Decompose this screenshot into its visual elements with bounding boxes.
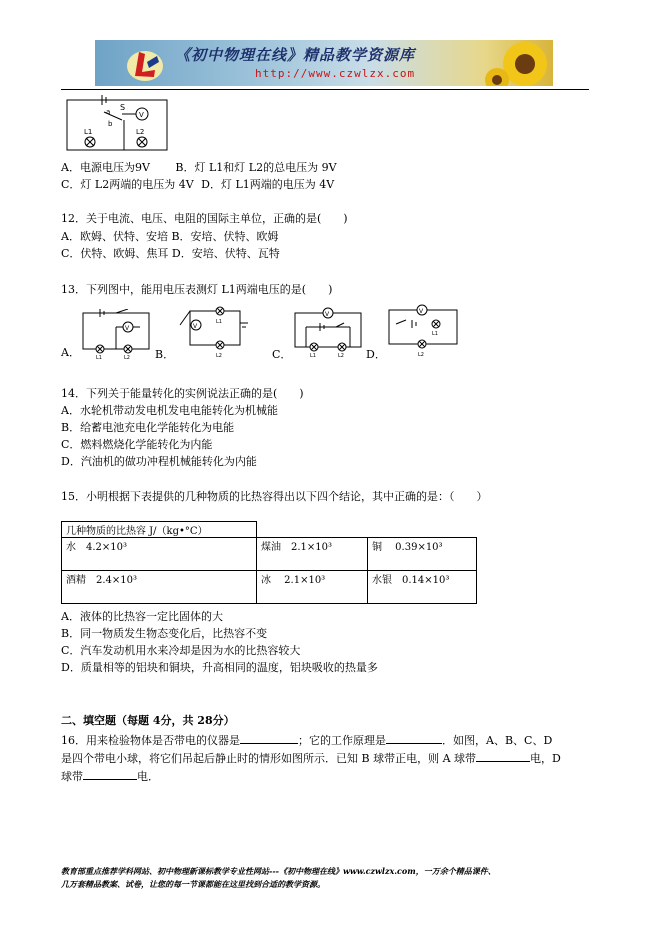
q11-options-row1 [61,161,337,175]
q13-diagram-b [176,305,254,359]
q11-label-v: V [139,111,144,119]
q11-circuit-diagram [64,92,174,154]
banner-url: http://www.czwlzx.com [255,67,416,80]
q11-options-row2 [61,178,334,192]
q13-option-b-label: B． [155,348,175,361]
q11-label-a: a [106,108,111,116]
q16-blank-4[interactable] [83,768,137,780]
table-cell: 煤油 2.1×10³ [257,538,368,571]
q16-text-2: ；它的工作原理是 [298,734,386,747]
q13d-l1-label: L1 [432,331,438,337]
q13b-l2-label: L2 [216,353,222,359]
q11-option-d: D．灯 L1两端的电压为 4V [201,178,335,191]
q13-diagram-a [80,309,152,359]
q13a-l2-label: L2 [124,355,130,359]
table-caption-cell: 几种物质的比热容 J/（kg•°C） [62,522,257,538]
q13a-voltmeter-label: V [125,325,130,332]
table-cell: 酒精 2.4×10³ [62,571,257,604]
q16-blank-2[interactable] [386,732,442,744]
q11-option-b: B．灯 L1和灯 L2的总电压为 9V [175,161,337,174]
q13c-l1-label: L1 [310,353,316,359]
q11-label-l1: L1 [84,128,93,136]
specific-heat-table [61,521,477,604]
q13-option-c-label: C． [272,348,292,361]
q16-line3 [61,768,159,784]
q13-diagram-c [292,307,364,359]
q12-options-row1: A．欧姆、伏特、安培 B．安培、伏特、欧姆 [61,230,279,243]
q13-option-d-label: D． [366,348,386,361]
q16-line1 [61,732,552,748]
q11-label-l2: L2 [136,128,145,136]
q13c-voltmeter-label: V [325,311,330,318]
q13d-l2-label: L2 [418,352,424,358]
table-cell: 冰 2.1×10³ [257,571,368,604]
q11-label-s: S [120,103,126,112]
header-rule [61,89,589,90]
table-cell: 水银 0.14×10³ [368,571,477,604]
q16-text-4: 是四个带电小球，将它们吊起后静止时的情形如图所示．已知 B 球带正电，则 A 球带 [61,752,477,765]
q16-blank-1[interactable] [240,732,298,744]
table-row [62,571,477,604]
q15-option-c: C．汽车发动机用水来冷却是因为水的比热容较大 [61,644,301,657]
q15-option-b: B．同一物质发生物态变化后，比热容不变 [61,627,268,640]
q13c-l2-label: L2 [338,353,344,359]
q14-option-d: D．汽油机的做功冲程机械能转化为内能 [61,455,257,468]
q12-options-row2: C．伏特、欧姆、焦耳 D．安培、伏特、瓦特 [61,247,280,260]
q16-text-6: 球带 [61,770,83,783]
q11-label-b: b [108,120,113,128]
q16-text-3: ．如图，A、B、C、D [442,734,553,747]
q15-option-a: A．液体的比热容一定比固体的大 [61,610,223,623]
q11-option-c: C．灯 L2两端的电压为 4V [61,178,194,191]
table-cell: 水 4.2×10³ [62,538,257,571]
q14-option-c: C．燃料燃烧化学能转化为内能 [61,438,213,451]
q13a-l1-label: L1 [96,355,102,359]
sunflower-icon [485,40,553,86]
q12-stem: 12．关于电流、电压、电阻的国际主单位，正确的是( ) [61,212,348,225]
q15-stem: 15．小明根据下表提供的几种物质的比热容得出以下四个结论，其中正确的是：（ ） [61,490,488,503]
q13b-voltmeter-label: V [193,323,198,330]
q16-line2 [61,750,561,766]
q13-diagram-d [386,302,460,360]
footer-line2: 几万套精品教案、试卷，让您的每一节课都能在这里找到合适的教学资源。 [61,879,325,889]
logo-icon [125,42,165,84]
section-2-title: 二、填空题（每题 4分，共 28分） [61,714,235,727]
banner-title: 《初中物理在线》精品教学资源库 [175,46,416,64]
table-row [62,538,477,571]
q15-option-d: D．质量相等的铝块和铜块，升高相同的温度，铝块吸收的热量多 [61,661,378,674]
q13-option-a-label: A． [61,346,80,359]
q13b-l1-label: L1 [216,319,222,325]
q13-stem: 13．下列图中，能用电压表测灯 L1两端电压的是( ) [61,283,333,296]
q16-text-7: 电． [137,770,159,783]
q16-text-1: 16．用来检验物体是否带电的仪器是 [61,734,240,747]
header-banner [95,40,553,86]
q16-blank-3[interactable] [476,750,530,762]
q13d-voltmeter-label: V [419,308,424,315]
q14-stem: 14．下列关于能量转化的实例说法正确的是( ) [61,387,304,400]
q14-option-a: A．水轮机带动发电机发电电能转化为机械能 [61,404,278,417]
q11-option-a: A．电源电压为9V [61,161,150,174]
table-row [62,522,477,538]
q14-option-b: B．给蓄电池充电化学能转化为电能 [61,421,235,434]
table-cell: 铜 0.39×10³ [368,538,477,571]
footer-line1: 教育部重点推荐学科网站、初中物理新课标教学专业性网站---《初中物理在线》www.czwlzx.com，一万余个精品课件、 [61,866,496,876]
q16-text-5: 电，D [530,752,561,765]
